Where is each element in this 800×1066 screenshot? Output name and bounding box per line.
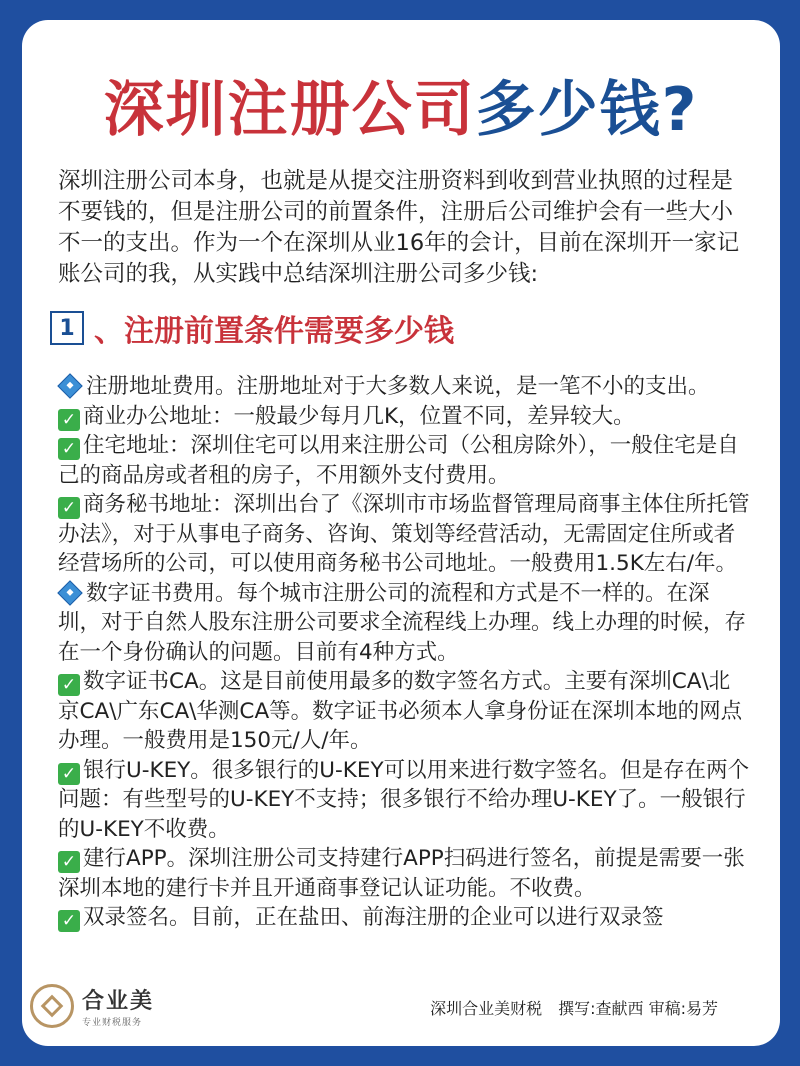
check-icon: ✓ <box>58 763 80 785</box>
intro-paragraph: 深圳注册公司本身，也就是从提交注册资料到收到营业执照的过程是不要钱的，但是注册公司的前置条件，注册后公司维护会有一些大小不一的支出。作为一个在深圳从业16年的会计，目前在深圳开一家记账公司的我，从实践中总结深圳注册公司多少钱: <box>58 168 740 287</box>
section-title: 、注册前置条件需要多少钱 <box>94 314 454 349</box>
author-credits: 深圳合业美财税 撰写:查献西 审稿:易芳 <box>430 999 718 1018</box>
list-item-text: 银行U-KEY。很多银行的U-KEY可以用来进行数字签名。但是存在两个问题：有些型号的U-KEY不支持；很多银行不给办理U-KEY了。一般银行的U-KEY不收费。 <box>58 757 750 842</box>
list-item <box>58 372 750 402</box>
check-icon: ✓ <box>58 409 80 431</box>
list-item-text: 双录签名。目前，正在盐田、前海注册的企业可以进行双录签 <box>83 905 664 930</box>
list-item <box>58 903 750 933</box>
check-icon: ✓ <box>58 497 80 519</box>
list-item-text: 数字证书CA。这是目前使用最多的数字签名方式。主要有深圳CA\北京CA\广东CA\华测CA等。数字证书必须本人拿身份证在深圳本地的网点办理。一般费用是150元/人/年。 <box>58 669 743 753</box>
list-item <box>58 490 750 579</box>
list-item <box>58 402 750 432</box>
list-item-text: 数字证书费用。每个城市注册公司的流程和方式是不一样的。在深圳，对于自然人股东注册公司要求全流程线上办理。线上办理的时候，存在一个身份确认的问题。目前有4种方式。 <box>58 580 747 665</box>
list-item <box>58 579 750 668</box>
list-item-text: 商业办公地址：一般最少每月几K，位置不同，差异较大。 <box>83 403 635 429</box>
diamond-icon <box>57 373 82 398</box>
diamond-icon <box>57 580 82 605</box>
list-item <box>58 667 750 756</box>
logo-name: 合业美 <box>82 989 155 1014</box>
section-heading <box>50 304 454 352</box>
list-item-text: 商务秘书地址：深圳出台了《深圳市市场监督管理局商事主体住所托管办法》，对于从事电子商务、咨询、策划等经营活动，无需固定住所或者经营场所的公司，可以使用商务秘书公司地址。一般费用1.5K左右/年。 <box>58 492 750 576</box>
check-icon: ✓ <box>58 674 80 696</box>
list-item <box>58 756 750 845</box>
list-item-text: 注册地址费用。注册地址对于大多数人来说，是一笔不小的支出。 <box>86 374 710 399</box>
list-item-text: 建行APP。深圳注册公司支持建行APP扫码进行签名，前提是需要一张深圳本地的建行卡并且开通商事登记认证功能。不收费。 <box>58 846 745 901</box>
brand-logo <box>30 984 154 1028</box>
logo-emblem-icon <box>30 984 74 1028</box>
content-list <box>58 372 750 933</box>
check-icon: ✓ <box>58 851 80 873</box>
list-item <box>58 431 750 490</box>
footer <box>22 976 780 1046</box>
list-item-text: 住宅地址：深圳住宅可以用来注册公司（公租房除外），一般住宅是自己的商品房或者租的房子，不用额外支付费用。 <box>58 433 739 488</box>
article-card <box>22 20 780 1046</box>
section-number: 1 <box>50 311 84 345</box>
check-icon: ✓ <box>58 438 80 460</box>
page-title <box>22 70 780 150</box>
logo-subtitle: 专业财税服务 <box>82 1018 143 1028</box>
check-icon: ✓ <box>58 910 80 932</box>
title-blue-part: 多少钱? <box>475 75 699 145</box>
list-item <box>58 844 750 903</box>
title-red-part: 深圳注册公司 <box>103 75 476 145</box>
